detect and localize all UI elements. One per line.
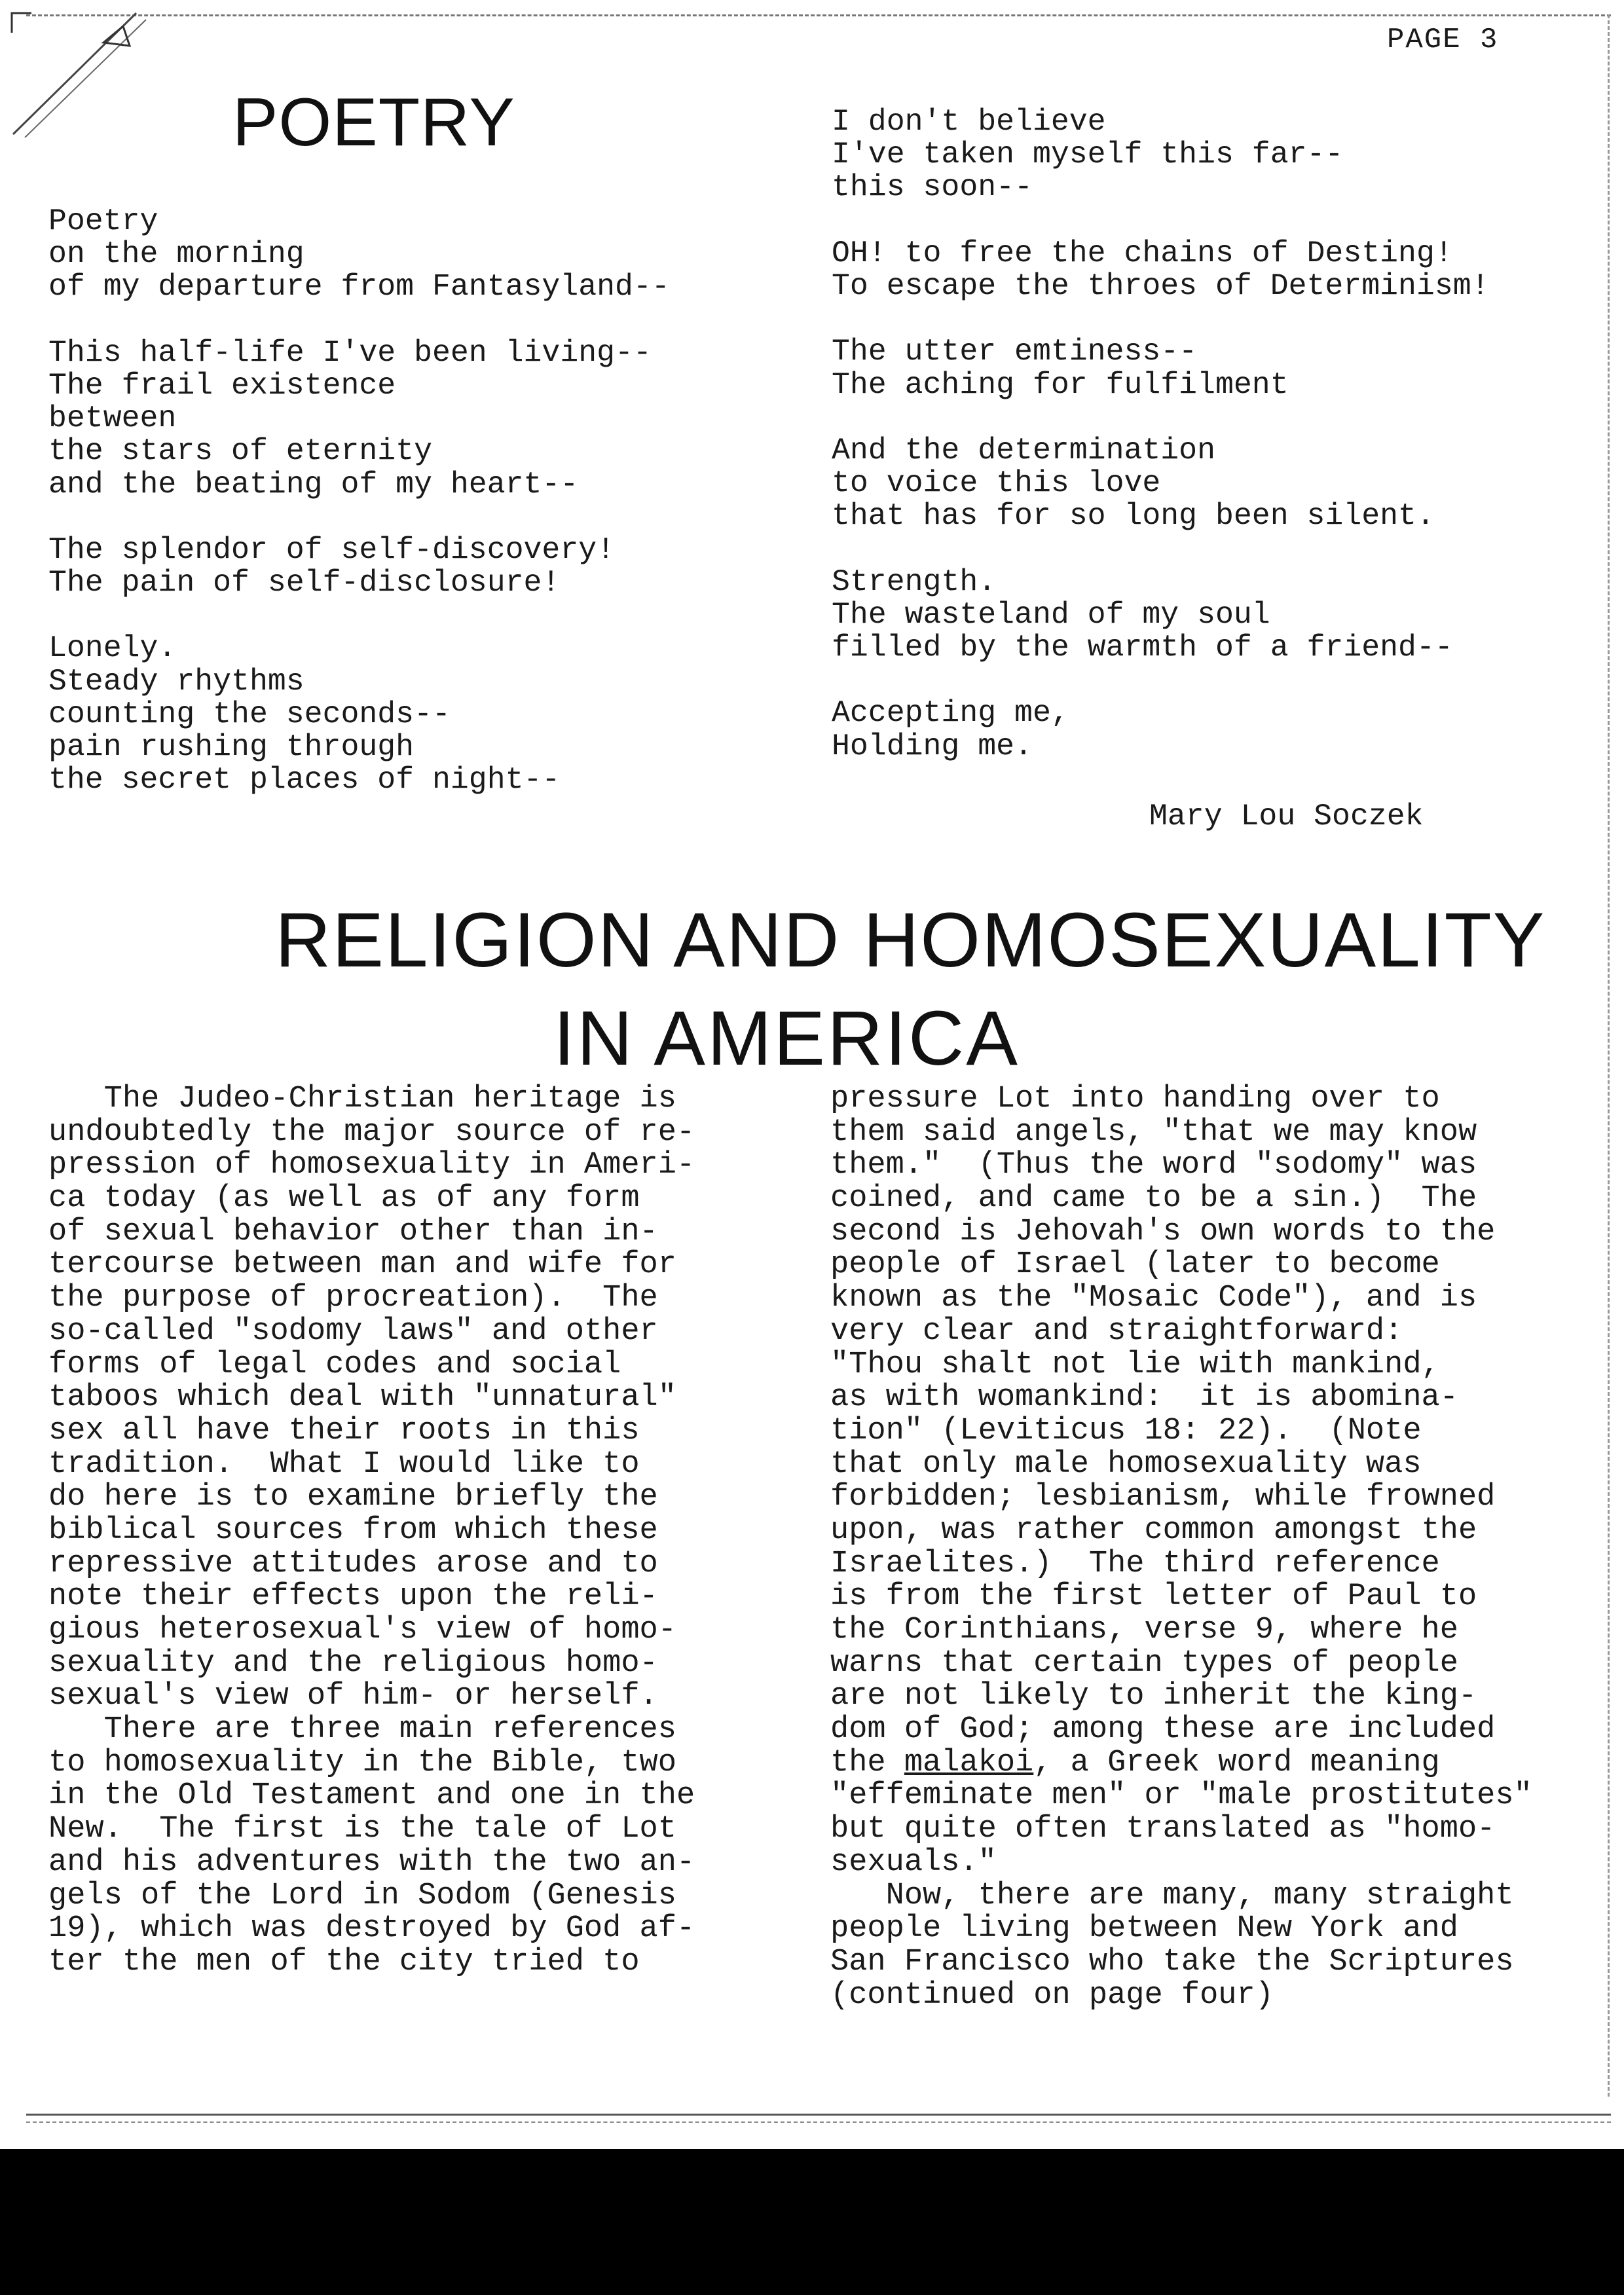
poem-stanza	[48, 337, 670, 501]
article-line: so-called "sodomy laws" and other	[48, 1313, 658, 1349]
article-line: upon, was rather common amongst the	[830, 1513, 1477, 1548]
article-line: but quite often translated as "homo-	[830, 1812, 1496, 1847]
article-line: ter the men of the city tried to	[48, 1944, 640, 1979]
article-line: dom of God; among these are included	[830, 1712, 1496, 1748]
article-line: and his adventures with the two an-	[48, 1845, 695, 1880]
article-title-line-2: IN AMERICA	[553, 995, 1020, 1082]
article-line: forms of legal codes and social	[48, 1347, 621, 1382]
article-text-fragment: the	[830, 1745, 904, 1780]
article-line: people of Israel (later to become	[830, 1247, 1440, 1283]
poem-stanza	[48, 205, 670, 304]
article-line: undoubtedly the major source of re-	[48, 1114, 695, 1150]
article-line: very clear and straightforward:	[830, 1313, 1403, 1349]
article-title-line-1: RELIGION AND HOMOSEXUALITY	[275, 897, 1546, 983]
poem-line: between	[48, 401, 177, 436]
article-line: San Francisco who take the Scriptures	[830, 1944, 1514, 1979]
page-border-right	[1608, 14, 1610, 2097]
poem-line: Lonely.	[48, 631, 177, 666]
article-line: tercourse between man and wife for	[48, 1247, 676, 1283]
poem-stanza	[48, 534, 670, 599]
poem-line: The utter emtiness--	[832, 334, 1198, 369]
poem-line: that has for so long been silent.	[832, 498, 1435, 534]
poem-line: The aching for fulfilment	[832, 367, 1289, 402]
poem-left-column	[48, 205, 670, 796]
page-border-top	[26, 14, 1611, 16]
article-line: them." (Thus the word "sodomy" was	[830, 1148, 1477, 1183]
article-line: tradition. What I would like to	[48, 1446, 640, 1482]
article-line: gious heterosexual's view of homo-	[48, 1613, 676, 1647]
article-line: sexual's view of him- or herself.	[48, 1679, 658, 1714]
poem-line: The splendor of self-discovery!	[48, 532, 616, 567]
poem-line: of my departure from Fantasyland--	[48, 269, 670, 304]
poem-line: The wasteland of my soul	[832, 597, 1270, 632]
article-line: The Judeo-Christian heritage is	[48, 1082, 676, 1116]
article-line: sexuality and the religious homo-	[48, 1645, 658, 1681]
page-border-bottom	[26, 2114, 1611, 2116]
poem-stanza	[832, 697, 1490, 762]
poem-line: And the determination	[832, 432, 1215, 468]
article-line: warns that certain types of people	[830, 1645, 1458, 1681]
article-line: pression of homosexuality in Ameri-	[48, 1148, 695, 1183]
article-line: them said angels, "that we may know	[830, 1114, 1477, 1150]
article-line: taboos which deal with "unnatural"	[48, 1380, 676, 1416]
underlined-term: malakoi	[904, 1745, 1034, 1780]
article-line: coined, and came to be a sin.) The	[830, 1181, 1477, 1217]
poem-stanza	[832, 237, 1490, 303]
article-line: "Thou shalt not lie with mankind,	[830, 1347, 1440, 1382]
poem-line: I've taken myself this far--	[832, 137, 1344, 172]
staple-corner-icon	[5, 7, 156, 138]
article-line: that only male homosexuality was	[830, 1446, 1422, 1482]
article-line: (continued on page four)	[830, 1977, 1274, 2013]
poem-line: the secret places of night--	[48, 762, 561, 798]
article-line: "effeminate men" or "male prostitutes"	[830, 1778, 1532, 1814]
poetry-heading: POETRY	[232, 84, 515, 160]
article-line: do here is to examine briefly the	[48, 1480, 658, 1515]
article-line: tion" (Leviticus 18: 22). (Note	[830, 1413, 1422, 1448]
poem-line: to voice this love	[832, 466, 1161, 501]
poem-line: on the morning	[48, 236, 304, 272]
article-line: Now, there are many, many straight	[830, 1878, 1514, 1913]
article-line: the Corinthians, verse 9, where he	[830, 1613, 1458, 1647]
poem-author: Mary Lou Soczek	[1149, 799, 1424, 834]
article-line: sexuals."	[830, 1845, 997, 1880]
poem-line: filled by the warmth of a friend--	[832, 630, 1453, 665]
article-line	[830, 1747, 1532, 1780]
poem-line: To escape the throes of Determinism!	[832, 268, 1490, 303]
article-line: second is Jehovah's own words to the	[830, 1214, 1496, 1249]
article-line: are not likely to inherit the king-	[830, 1679, 1477, 1714]
article-line: to homosexuality in the Bible, two	[48, 1745, 676, 1780]
article-line: gels of the Lord in Sodom (Genesis	[48, 1878, 676, 1913]
page-number: PAGE 3	[1387, 24, 1499, 56]
article-line: pressure Lot into handing over to	[830, 1082, 1440, 1116]
poem-line: The frail existence	[48, 367, 396, 403]
article-line: New. The first is the tale of Lot	[48, 1812, 676, 1847]
poem-line: and the beating of my heart--	[48, 466, 579, 502]
article-line: note their effects upon the reli-	[48, 1579, 658, 1615]
poem-line: Strength.	[832, 564, 997, 599]
page-border-bottom-dashed	[26, 2121, 1611, 2123]
poem-line: Holding me.	[832, 728, 1033, 763]
poem-line: Accepting me,	[832, 695, 1069, 731]
article-right-column	[830, 1083, 1532, 2012]
poem-stanza	[832, 434, 1490, 533]
article-line: ca today (as well as of any form	[48, 1181, 640, 1217]
poem-line: The pain of self-disclosure!	[48, 565, 561, 600]
article-line: repressive attitudes arose and to	[48, 1546, 658, 1581]
poem-line: Poetry	[48, 204, 158, 238]
poem-stanza	[832, 566, 1490, 665]
poem-line: the stars of eternity	[48, 433, 432, 469]
article-line: in the Old Testament and one in the	[48, 1778, 695, 1814]
poem-line: I don't believe	[832, 104, 1106, 139]
poem-right-column	[832, 105, 1490, 763]
article-line: the purpose of procreation). The	[48, 1281, 658, 1316]
article-line: known as the "Mosaic Code"), and is	[830, 1281, 1477, 1316]
article-line: Israelites.) The third reference	[830, 1546, 1440, 1581]
poem-stanza	[832, 335, 1490, 401]
article-line: is from the first letter of Paul to	[830, 1579, 1477, 1615]
article-line: sex all have their roots in this	[48, 1413, 640, 1448]
article-line: biblical sources from which these	[48, 1513, 658, 1548]
poem-stanza	[48, 632, 670, 796]
article-line: of sexual behavior other than in-	[48, 1214, 658, 1249]
poem-line: counting the seconds--	[48, 696, 451, 731]
article-line: as with womankind: it is abomina-	[830, 1380, 1458, 1416]
article-line: people living between New York and	[830, 1911, 1458, 1947]
article-text-fragment: , a Greek word meaning	[1033, 1745, 1440, 1780]
poem-line: OH! to free the chains of Desting!	[832, 235, 1453, 270]
article-line: There are three main references	[48, 1712, 676, 1748]
article-line: forbidden; lesbianism, while frowned	[830, 1480, 1496, 1515]
article-left-column	[48, 1083, 695, 1979]
poem-line: this soon--	[832, 170, 1033, 205]
poem-line: This half-life I've been living--	[48, 335, 652, 370]
poem-line: pain rushing through	[48, 729, 415, 764]
poem-stanza	[832, 105, 1490, 204]
scan-black-bar	[0, 2149, 1624, 2295]
poem-line: Steady rhythms	[48, 663, 304, 699]
article-line: 19), which was destroyed by God af-	[48, 1911, 695, 1947]
